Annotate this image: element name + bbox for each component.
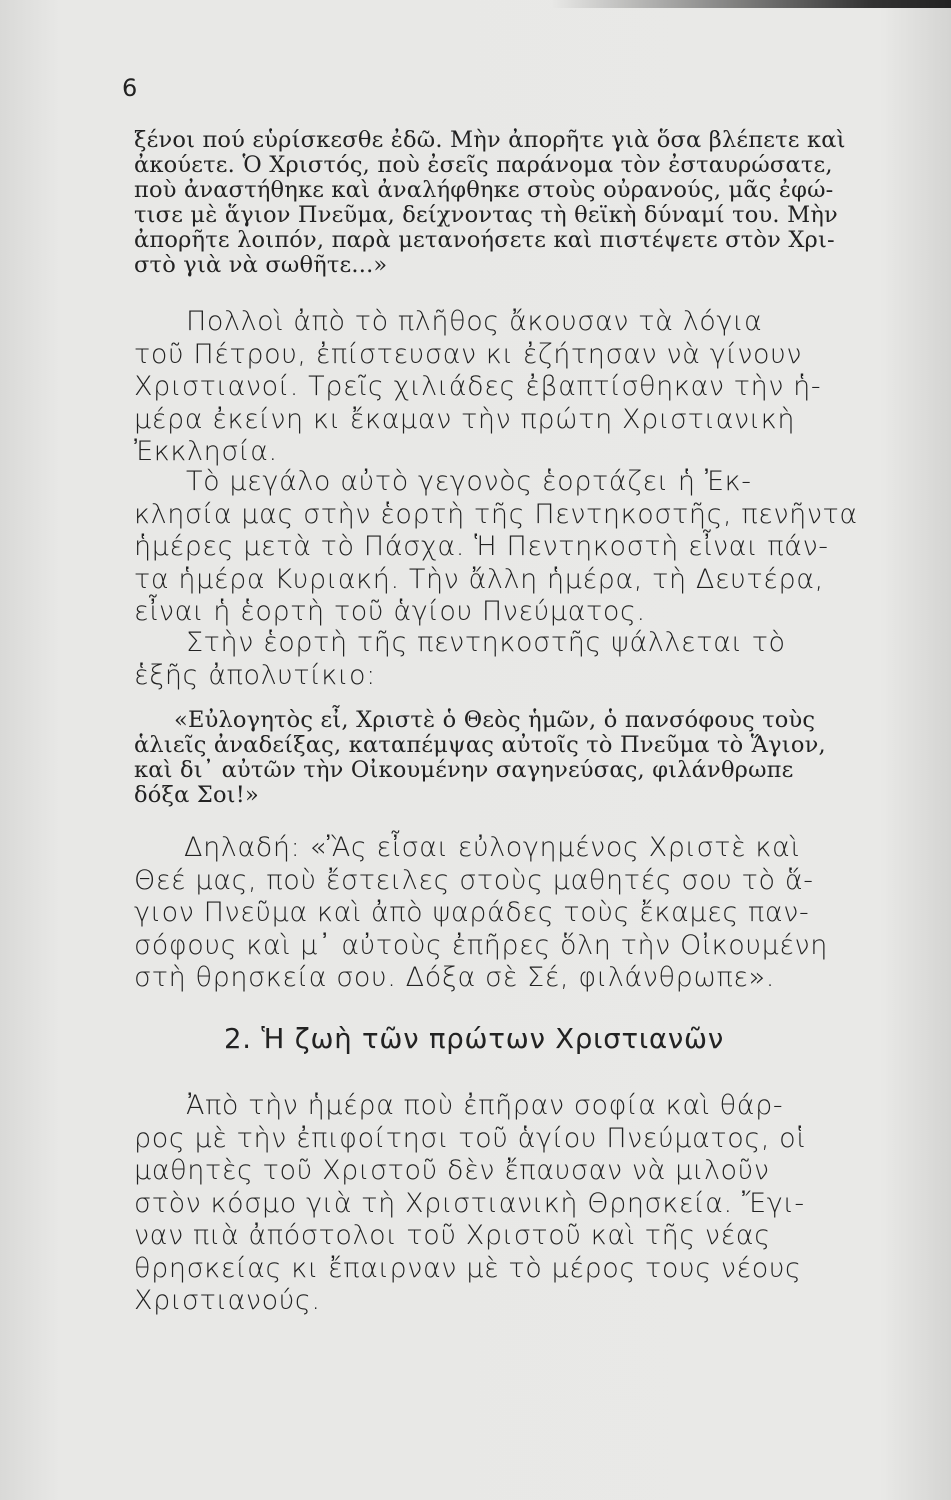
text-line: σόφους καὶ μ᾽ αὐτοὺς ἐπῆρες ὅλη τὴν Οἰκουμένη bbox=[134, 929, 828, 961]
paragraph-5 bbox=[134, 1090, 806, 1318]
page-edge-shadow bbox=[551, 0, 951, 8]
text-line: Ἐκκλησία. bbox=[134, 436, 278, 467]
text-line: γιον Πνεῦμα καὶ ἀπὸ ψαράδες τοὺς ἔκαμες παν- bbox=[134, 897, 810, 928]
text-line: ἁλιεῖς ἀναδείξας, καταπέμψας αὐτοῖς τὸ Πνεῦμα τὸ Ἅγιον, bbox=[134, 732, 826, 758]
text-line: δόξα Σοι!» bbox=[134, 782, 259, 808]
text-line: ξένοι πού εὑρίσκεσθε ἐδῶ. Μὴν ἀπορῆτε γιὰ ὅσα βλέπετε καὶ bbox=[134, 127, 846, 153]
text-line: εἶναι ἡ ἑορτὴ τοῦ ἁγίου Πνεύματος. bbox=[134, 596, 646, 627]
text-line: τισε μὲ ἅγιον Πνεῦμα, δείχνοντας τὴ θεϊκὴ δύναμί του. Μὴν bbox=[134, 202, 838, 228]
text-line: Δηλαδή: «Ἂς εἶσαι εὐλογημένος Χριστὲ καὶ bbox=[184, 832, 801, 863]
text-line: ἀκούετε. Ὁ Χριστός, ποὺ ἐσεῖς παράνομα τὸν ἐσταυρώσατε, bbox=[134, 152, 833, 178]
text-line: ἑξῆς ἀπολυτίκιο: bbox=[134, 659, 376, 691]
page-number: 6 bbox=[122, 74, 138, 102]
text-line: τοῦ Πέτρου, ἐπίστευσαν κι ἐζήτησαν νὰ γίνουν bbox=[134, 338, 803, 370]
text-line: Χριστιανοί. Τρεῖς χιλιάδες ἐβαπτίσθηκαν τὴν ἡ- bbox=[134, 371, 822, 402]
paragraph-4 bbox=[134, 832, 828, 995]
text-line: Στὴν ἑορτὴ τῆς πεντηκοστῆς ψάλλεται τὸ bbox=[186, 627, 786, 658]
text-line: Χριστιανούς. bbox=[134, 1285, 321, 1316]
text-line: στὸν κόσμο γιὰ τὴ Χριστιανικὴ Θρησκεία. Ἔγι- bbox=[134, 1187, 805, 1219]
intro-quote-paragraph bbox=[134, 128, 846, 278]
text-line: καὶ δι᾽ αὐτῶν τὴν Οἰκουμένην σαγηνεύσας, φιλάνθρωπε bbox=[134, 757, 794, 783]
text-line: κλησία μας στὴν ἑορτὴ τῆς Πεντηκοστῆς, πενῆντα bbox=[134, 498, 858, 530]
text-line: στὸ γιὰ νὰ σωθῆτε...» bbox=[134, 252, 388, 278]
text-line: μαθητὲς τοῦ Χριστοῦ δὲν ἔπαυσαν νὰ μιλοῦν bbox=[134, 1155, 770, 1186]
paragraph-3 bbox=[134, 627, 786, 692]
text-line: Τὸ μεγάλο αὐτὸ γεγονὸς ἑορτάζει ἡ Ἐκ- bbox=[186, 466, 752, 497]
text-line: Ἀπὸ τὴν ἡμέρα ποὺ ἐπῆραν σοφία καὶ θάρ- bbox=[186, 1090, 784, 1121]
text-line: τα ἡμέρα Κυριακή. Τὴν ἄλλη ἡμέρα, τὴ Δευτέρα, bbox=[134, 563, 824, 595]
text-line: θρησκείας κι ἔπαιρναν μὲ τὸ μέρος τους νέους bbox=[134, 1252, 802, 1284]
text-line: ρος μὲ τὴν ἐπιφοίτησι τοῦ ἁγίου Πνεύματος, οἱ bbox=[134, 1122, 807, 1154]
text-line: ἀπορῆτε λοιπόν, παρὰ μετανοήσετε καὶ πιστέψετε στὸν Χρι- bbox=[134, 227, 835, 253]
text-line: ποὺ ἀναστήθηκε καὶ ἀναλήφθηκε στοὺς οὐρανούς, μᾶς ἐφώ- bbox=[134, 177, 834, 203]
text-line: στὴ θρησκεία σου. Δόξα σὲ Σέ, φιλάνθρωπε». bbox=[134, 962, 775, 993]
text-line: ἡμέρες μετὰ τὸ Πάσχα. Ἡ Πεντηκοστὴ εἶναι πάν- bbox=[134, 531, 829, 562]
paragraph-2 bbox=[134, 466, 858, 629]
text-line: Πολλοὶ ἀπὸ τὸ πλῆθος ἄκουσαν τὰ λόγια bbox=[186, 306, 763, 337]
hymn-quote bbox=[134, 708, 826, 808]
text-line: ναν πιὰ ἀπόστολοι τοῦ Χριστοῦ καὶ τῆς νέας bbox=[134, 1220, 771, 1251]
text-line: μέρα ἐκείνη κι ἔκαμαν τὴν πρώτη Χριστιανικὴ bbox=[134, 403, 796, 435]
paragraph-1 bbox=[134, 306, 821, 469]
section-heading: 2. Ἡ ζωὴ τῶν πρώτων Χριστιανῶν bbox=[224, 1023, 725, 1055]
text-line: Θεέ μας, ποὺ ἔστειλες στοὺς μαθητές σου τὸ ἅ- bbox=[134, 864, 814, 896]
text-line: «Εὐλογητὸς εἶ, Χριστὲ ὁ Θεὸς ἡμῶν, ὁ πανσόφους τοὺς bbox=[174, 707, 816, 733]
